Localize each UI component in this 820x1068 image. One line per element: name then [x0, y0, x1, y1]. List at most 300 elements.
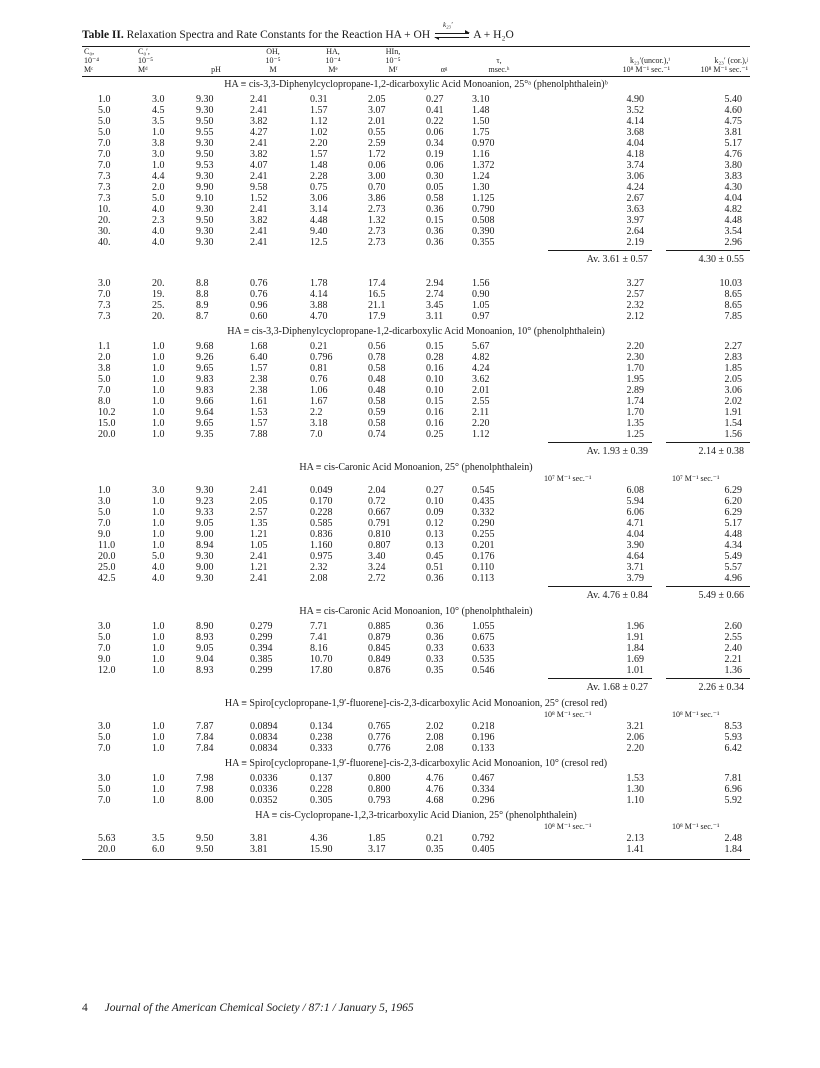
- page-footer: [82, 1002, 414, 1014]
- cell-hin: 0.48: [368, 385, 386, 396]
- cell-kunc: 3.21: [626, 721, 644, 732]
- cell-hin: 1.85: [368, 833, 386, 844]
- section-heading: HA ≡ Spiro[cyclopropane-1,9′-fluorene]-cis-2,3-dicarboxylic Acid Monoanion, 10° (cresol red): [224, 758, 608, 769]
- average-corrected: 4.30 ± 0.55: [698, 254, 744, 265]
- cell-tau: 4.82: [472, 352, 490, 363]
- cell-alpha: 0.15: [426, 396, 444, 407]
- cell-tau: 0.90: [472, 289, 490, 300]
- cell-kunc: 1.10: [626, 795, 644, 806]
- cell-c0p: 1.0: [152, 540, 165, 551]
- cell-c0p: 3.5: [152, 116, 165, 127]
- cell-tau: 0.255: [472, 529, 495, 540]
- cell-ph: 9.68: [196, 341, 214, 352]
- cell-alpha: 0.13: [426, 540, 444, 551]
- table-row: [82, 182, 750, 193]
- cell-kunc: 4.24: [626, 182, 644, 193]
- cell-alpha: 0.36: [426, 237, 444, 248]
- cell-c0p: 4.4: [152, 171, 165, 182]
- cell-kunc: 4.04: [626, 138, 644, 149]
- cell-tau: 0.508: [472, 215, 495, 226]
- cell-alpha: 0.10: [426, 374, 444, 385]
- cell-oh: 3.82: [250, 215, 268, 226]
- cell-c0: 20.0: [98, 429, 116, 440]
- cell-ph: 9.83: [196, 374, 214, 385]
- cell-ph: 8.8: [196, 289, 209, 300]
- table-row: [82, 732, 750, 743]
- cell-c0p: 1.0: [152, 784, 165, 795]
- cell-hin: 3.24: [368, 562, 386, 573]
- cell-ph: 9.30: [196, 485, 214, 496]
- cell-c0: 3.0: [98, 496, 111, 507]
- header-hin-line1: HIn,: [385, 47, 401, 56]
- cell-alpha: 2.74: [426, 289, 444, 300]
- header-ha-line3: Mᵉ: [328, 65, 338, 74]
- cell-oh: 2.41: [250, 138, 268, 149]
- cell-kcor: 2.96: [724, 237, 742, 248]
- cell-kunc: 3.27: [626, 278, 644, 289]
- cell-alpha: 3.45: [426, 300, 444, 311]
- data-rows: [82, 94, 750, 248]
- average-corrected: 2.14 ± 0.38: [698, 446, 744, 457]
- header-c0p-line2: 10⁻⁵: [138, 56, 154, 65]
- cell-tau: 1.055: [472, 621, 495, 632]
- cell-alpha: 4.68: [426, 795, 444, 806]
- unit-uncorrected: 10⁸ M⁻¹ sec.⁻¹: [544, 710, 592, 719]
- cell-alpha: 4.76: [426, 773, 444, 784]
- cell-oh: 0.0352: [250, 795, 278, 806]
- cell-c0p: 4.0: [152, 562, 165, 573]
- cell-c0: 7.3: [98, 300, 111, 311]
- table-row: [82, 721, 750, 732]
- header-hin-line3: Mᶠ: [388, 65, 398, 74]
- cell-c0p: 19.: [152, 289, 165, 300]
- cell-hin: 3.40: [368, 551, 386, 562]
- cell-alpha: 0.19: [426, 149, 444, 160]
- cell-alpha: 2.08: [426, 743, 444, 754]
- cell-kunc: 6.08: [626, 485, 644, 496]
- cell-c0: 5.63: [98, 833, 116, 844]
- table-row: [82, 795, 750, 806]
- cell-c0: 42.5: [98, 573, 116, 584]
- cell-ph: 8.93: [196, 632, 214, 643]
- cell-hin: 2.04: [368, 485, 386, 496]
- cell-c0p: 1.0: [152, 407, 165, 418]
- cell-alpha: 0.27: [426, 485, 444, 496]
- cell-ha: 0.585: [310, 518, 333, 529]
- cell-kcor: 1.56: [724, 429, 742, 440]
- cell-kunc: 3.74: [626, 160, 644, 171]
- cell-alpha: 2.94: [426, 278, 444, 289]
- page-number: 4: [82, 1002, 88, 1014]
- cell-kunc: 1.01: [626, 665, 644, 676]
- cell-alpha: 0.15: [426, 215, 444, 226]
- cell-c0: 7.3: [98, 193, 111, 204]
- cell-c0: 5.0: [98, 632, 111, 643]
- cell-tau: 1.24: [472, 171, 490, 182]
- cell-c0p: 1.0: [152, 396, 165, 407]
- table-row: [82, 643, 750, 654]
- cell-hin: 0.845: [368, 643, 391, 654]
- cell-oh: 2.57: [250, 507, 268, 518]
- header-ph-line1: [188, 47, 244, 56]
- cell-c0: 5.0: [98, 732, 111, 743]
- cell-ph: 7.84: [196, 743, 214, 754]
- cell-ph: 9.64: [196, 407, 214, 418]
- cell-c0: 7.0: [98, 289, 111, 300]
- cell-hin: 0.58: [368, 363, 386, 374]
- average-uncorrected: Av. 1.93 ± 0.39: [586, 446, 648, 457]
- cell-tau: 4.24: [472, 363, 490, 374]
- table-page: [82, 21, 750, 860]
- cell-hin: 0.800: [368, 784, 391, 795]
- cell-ha: 0.836: [310, 529, 333, 540]
- cell-kcor: 3.80: [724, 160, 742, 171]
- cell-ph: 9.50: [196, 833, 214, 844]
- cell-hin: 0.06: [368, 160, 386, 171]
- cell-ha: 8.16: [310, 643, 328, 654]
- cell-tau: 1.48: [472, 105, 490, 116]
- average-row: [82, 442, 750, 458]
- cell-kcor: 8.65: [724, 300, 742, 311]
- cell-kunc: 3.90: [626, 540, 644, 551]
- cell-kunc: 2.64: [626, 226, 644, 237]
- cell-hin: 0.810: [368, 529, 391, 540]
- table-row: [82, 363, 750, 374]
- cell-oh: 0.279: [250, 621, 273, 632]
- data-rows: [82, 773, 750, 806]
- table-row: [82, 311, 750, 322]
- cell-oh: 3.82: [250, 116, 268, 127]
- cell-tau: 3.62: [472, 374, 490, 385]
- cell-kunc: 3.63: [626, 204, 644, 215]
- cell-kunc: 6.06: [626, 507, 644, 518]
- cell-ph: 9.90: [196, 182, 214, 193]
- cell-kcor: 10.03: [719, 278, 742, 289]
- cell-ha: 7.41: [310, 632, 328, 643]
- cell-c0: 10.2: [98, 407, 116, 418]
- cell-ph: 7.98: [196, 773, 214, 784]
- cell-kunc: 1.35: [626, 418, 644, 429]
- cell-ha: 0.333: [310, 743, 333, 754]
- cell-ha: 0.76: [310, 374, 328, 385]
- cell-c0: 15.0: [98, 418, 116, 429]
- cell-alpha: 0.33: [426, 643, 444, 654]
- cell-ha: 9.40: [310, 226, 328, 237]
- cell-ph: 9.05: [196, 643, 214, 654]
- cell-ha: 2.20: [310, 138, 328, 149]
- header-tau-line1: [466, 47, 532, 56]
- cell-oh: 1.61: [250, 396, 268, 407]
- cell-alpha: 0.36: [426, 204, 444, 215]
- cell-ha: 1.02: [310, 127, 328, 138]
- cell-hin: 0.70: [368, 182, 386, 193]
- cell-ha: 4.48: [310, 215, 328, 226]
- cell-kunc: 4.04: [626, 529, 644, 540]
- cell-oh: 0.76: [250, 289, 268, 300]
- equilibrium-arrow-icon: [435, 21, 469, 42]
- cell-ph: 9.30: [196, 237, 214, 248]
- cell-ha: 0.228: [310, 784, 333, 795]
- cell-kcor: 2.27: [724, 341, 742, 352]
- cell-oh: 0.0336: [250, 773, 278, 784]
- cell-c0: 3.8: [98, 363, 111, 374]
- table-row: [82, 116, 750, 127]
- cell-alpha: 0.10: [426, 496, 444, 507]
- cell-c0p: 1.0: [152, 529, 165, 540]
- cell-ph: 8.8: [196, 278, 209, 289]
- cell-oh: 0.0834: [250, 732, 278, 743]
- cell-alpha: 0.34: [426, 138, 444, 149]
- cell-hin: 0.56: [368, 341, 386, 352]
- cell-alpha: 0.16: [426, 407, 444, 418]
- cell-ph: 9.10: [196, 193, 214, 204]
- table-row: [82, 215, 750, 226]
- cell-alpha: 3.11: [426, 311, 444, 322]
- cell-oh: 7.88: [250, 429, 268, 440]
- cell-kcor: 5.17: [724, 518, 742, 529]
- unit-corrected: 10⁸ M⁻¹ sec.⁻¹: [672, 710, 720, 719]
- cell-alpha: 0.22: [426, 116, 444, 127]
- cell-oh: 0.385: [250, 654, 273, 665]
- cell-hin: 2.72: [368, 573, 386, 584]
- cell-tau: 0.290: [472, 518, 495, 529]
- cell-oh: 0.60: [250, 311, 268, 322]
- cell-hin: 0.791: [368, 518, 391, 529]
- cell-kunc: 1.96: [626, 621, 644, 632]
- cell-c0: 7.0: [98, 149, 111, 160]
- table-title: [82, 21, 750, 46]
- average-row: [82, 678, 750, 694]
- cell-c0: 3.0: [98, 773, 111, 784]
- unit-uncorrected: 10⁷ M⁻¹ sec.⁻¹: [544, 474, 592, 483]
- cell-hin: 2.73: [368, 237, 386, 248]
- title-text-after: A + H₂O: [473, 29, 514, 41]
- cell-kcor: 2.83: [724, 352, 742, 363]
- cell-ph: 9.65: [196, 418, 214, 429]
- cell-tau: 0.296: [472, 795, 495, 806]
- cell-hin: 2.59: [368, 138, 386, 149]
- cell-tau: 0.176: [472, 551, 495, 562]
- cell-c0p: 3.8: [152, 138, 165, 149]
- table-row: [82, 171, 750, 182]
- cell-alpha: 0.36: [426, 632, 444, 643]
- table-row: [82, 289, 750, 300]
- average-row: [82, 250, 750, 266]
- cell-ha: 10.70: [310, 654, 333, 665]
- cell-alpha: 0.15: [426, 341, 444, 352]
- cell-c0: 2.0: [98, 352, 111, 363]
- cell-kunc: 1.84: [626, 643, 644, 654]
- cell-ha: 17.80: [310, 665, 333, 676]
- table-row: [82, 385, 750, 396]
- cell-c0p: 1.0: [152, 773, 165, 784]
- cell-tau: 2.55: [472, 396, 490, 407]
- header-oh-line2: 10⁻⁵: [265, 56, 281, 65]
- cell-hin: 0.58: [368, 418, 386, 429]
- cell-ph: 9.50: [196, 149, 214, 160]
- cell-kcor: 5.49: [724, 551, 742, 562]
- cell-kcor: 1.84: [724, 844, 742, 855]
- cell-oh: 9.58: [250, 182, 268, 193]
- cell-kcor: 4.48: [724, 215, 742, 226]
- cell-c0: 7.0: [98, 160, 111, 171]
- cell-c0: 1.1: [98, 341, 111, 352]
- table-row: [82, 507, 750, 518]
- cell-c0: 5.0: [98, 374, 111, 385]
- cell-ha: 1.57: [310, 149, 328, 160]
- cell-hin: 2.73: [368, 204, 386, 215]
- cell-alpha: 0.30: [426, 171, 444, 182]
- table-row: [82, 341, 750, 352]
- cell-kunc: 1.70: [626, 363, 644, 374]
- cell-kunc: 1.70: [626, 407, 644, 418]
- cell-tau: 0.535: [472, 654, 495, 665]
- cell-kcor: 2.55: [724, 632, 742, 643]
- average-corrected: 2.26 ± 0.34: [698, 682, 744, 693]
- cell-ha: 2.08: [310, 573, 328, 584]
- cell-tau: 1.50: [472, 116, 490, 127]
- cell-tau: 1.05: [472, 300, 490, 311]
- cell-kunc: 3.79: [626, 573, 644, 584]
- cell-ha: 3.18: [310, 418, 328, 429]
- data-rows: [82, 341, 750, 440]
- cell-ha: 1.67: [310, 396, 328, 407]
- cell-ph: 9.00: [196, 562, 214, 573]
- header-kcor-line3: 10⁸ M⁻¹ sec.⁻¹: [700, 65, 748, 74]
- cell-kcor: 4.30: [724, 182, 742, 193]
- cell-c0: 7.0: [98, 643, 111, 654]
- cell-hin: 0.807: [368, 540, 391, 551]
- table-row: [82, 396, 750, 407]
- cell-tau: 1.75: [472, 127, 490, 138]
- cell-tau: 3.10: [472, 94, 490, 105]
- table-label: Table II.: [82, 29, 124, 41]
- cell-c0: 5.0: [98, 784, 111, 795]
- cell-c0p: 4.0: [152, 204, 165, 215]
- cell-c0: 5.0: [98, 105, 111, 116]
- cell-ha: 4.36: [310, 833, 328, 844]
- table-row: [82, 160, 750, 171]
- cell-c0: 7.0: [98, 385, 111, 396]
- cell-hin: 16.5: [368, 289, 386, 300]
- header-kunc-line3: 10⁸ M⁻¹ sec.⁻¹: [622, 65, 670, 74]
- cell-c0p: 25.: [152, 300, 165, 311]
- cell-hin: 3.86: [368, 193, 386, 204]
- table-row: [82, 529, 750, 540]
- cell-oh: 2.41: [250, 226, 268, 237]
- header-tau-line2: τ,: [496, 56, 502, 65]
- header-oh-line3: M: [269, 65, 277, 74]
- cell-c0: 12.0: [98, 665, 116, 676]
- cell-oh: 1.35: [250, 518, 268, 529]
- cell-kcor: 4.34: [724, 540, 742, 551]
- cell-hin: 17.9: [368, 311, 386, 322]
- cell-kcor: 2.40: [724, 643, 742, 654]
- cell-oh: 4.07: [250, 160, 268, 171]
- cell-kunc: 4.14: [626, 116, 644, 127]
- cell-hin: 0.72: [368, 496, 386, 507]
- cell-kcor: 3.06: [724, 385, 742, 396]
- journal-citation: Journal of the American Chemical Society / 87:1 / January 5, 1965: [104, 1002, 414, 1014]
- cell-kunc: 4.64: [626, 551, 644, 562]
- cell-ph: 8.9: [196, 300, 209, 311]
- cell-ha: 7.71: [310, 621, 328, 632]
- cell-tau: 1.372: [472, 160, 495, 171]
- cell-c0p: 1.0: [152, 732, 165, 743]
- cell-c0p: 1.0: [152, 374, 165, 385]
- cell-tau: 0.545: [472, 485, 495, 496]
- header-rule: [82, 76, 750, 77]
- header-tau-line3: msec.ʰ: [488, 65, 510, 74]
- cell-hin: 1.72: [368, 149, 386, 160]
- cell-c0p: 1.0: [152, 352, 165, 363]
- cell-kcor: 2.02: [724, 396, 742, 407]
- cell-ha: 3.06: [310, 193, 328, 204]
- header-hin-line2: 10⁻⁵: [385, 56, 401, 65]
- column-header: [82, 47, 750, 74]
- cell-kcor: 4.04: [724, 193, 742, 204]
- table-row: [82, 573, 750, 584]
- average-uncorrected: Av. 3.61 ± 0.57: [586, 254, 648, 265]
- header-c0p-line1: C₀′,: [138, 47, 150, 56]
- cell-oh: 0.0834: [250, 743, 278, 754]
- cell-tau: 0.218: [472, 721, 495, 732]
- cell-ha: 0.75: [310, 182, 328, 193]
- section-heading: HA ≡ Spiro[cyclopropane-1,9′-fluorene]-cis-2,3-dicarboxylic Acid Monoanion, 25° (cresol red): [224, 698, 608, 709]
- cell-oh: 1.21: [250, 562, 268, 573]
- cell-c0p: 1.0: [152, 643, 165, 654]
- cell-ha: 1.06: [310, 385, 328, 396]
- cell-oh: 0.394: [250, 643, 273, 654]
- cell-c0p: 6.0: [152, 844, 165, 855]
- cell-oh: 0.96: [250, 300, 268, 311]
- cell-c0p: 1.0: [152, 160, 165, 171]
- average-uncorrected: Av. 1.68 ± 0.27: [586, 682, 648, 693]
- cell-ph: 9.30: [196, 94, 214, 105]
- cell-alpha: 0.35: [426, 665, 444, 676]
- cell-hin: 21.1: [368, 300, 386, 311]
- cell-oh: 3.82: [250, 149, 268, 160]
- cell-ha: 1.160: [310, 540, 333, 551]
- table-row: [82, 743, 750, 754]
- cell-c0p: 1.0: [152, 418, 165, 429]
- cell-c0p: 20.: [152, 311, 165, 322]
- cell-ph: 9.53: [196, 160, 214, 171]
- table-row: [82, 632, 750, 643]
- table-row: [82, 407, 750, 418]
- cell-oh: 0.299: [250, 665, 273, 676]
- cell-hin: 0.59: [368, 407, 386, 418]
- cell-c0p: 1.0: [152, 743, 165, 754]
- cell-tau: 0.196: [472, 732, 495, 743]
- header-ha-line2: 10⁻⁴: [325, 56, 341, 65]
- header-c0p-line3: Mᵈ: [138, 65, 148, 74]
- average-uncorrected: Av. 4.76 ± 0.84: [586, 590, 648, 601]
- data-rows: [82, 621, 750, 676]
- cell-ph: 9.55: [196, 127, 214, 138]
- table-row: [82, 300, 750, 311]
- cell-tau: 0.355: [472, 237, 495, 248]
- cell-c0p: 1.0: [152, 518, 165, 529]
- cell-alpha: 0.16: [426, 418, 444, 429]
- cell-alpha: 0.45: [426, 551, 444, 562]
- table-row: [82, 429, 750, 440]
- cell-c0: 7.3: [98, 182, 111, 193]
- table-row: [82, 485, 750, 496]
- cell-kunc: 2.67: [626, 193, 644, 204]
- cell-c0: 9.0: [98, 529, 111, 540]
- cell-alpha: 0.12: [426, 518, 444, 529]
